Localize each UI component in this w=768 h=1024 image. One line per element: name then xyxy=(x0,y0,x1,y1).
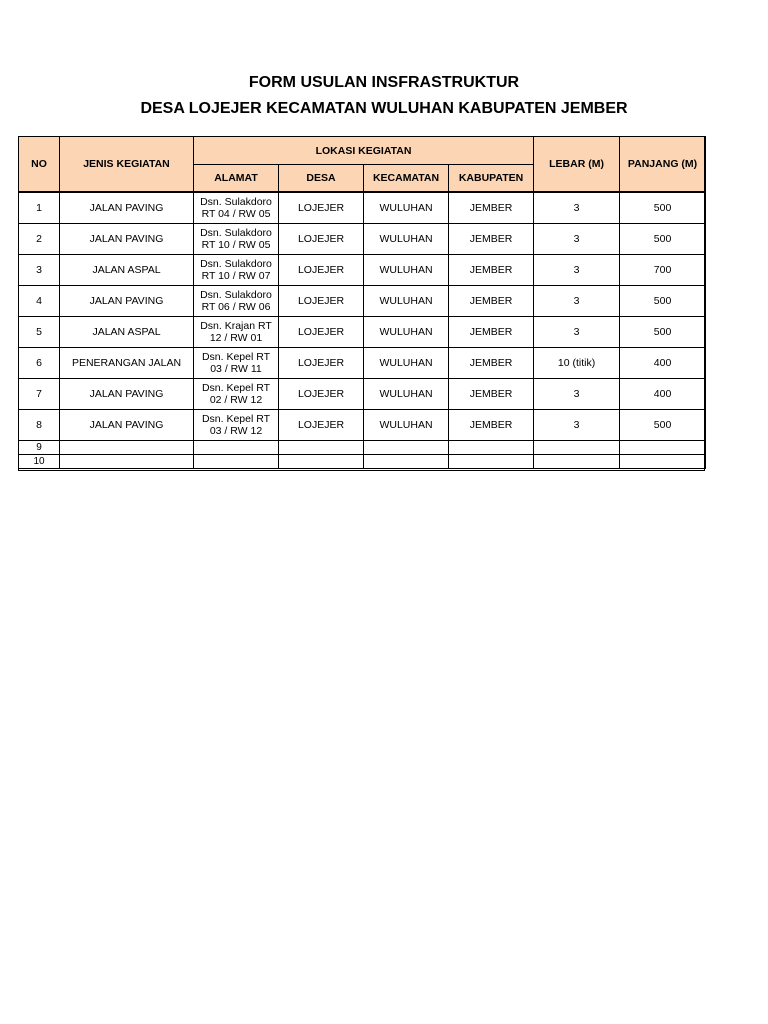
cell-panjang xyxy=(620,441,706,455)
cell-alamat: Dsn. Sulakdoro RT 10 / RW 05 xyxy=(194,224,279,255)
cell-no: 7 xyxy=(19,379,60,410)
cell-lebar: 3 xyxy=(534,379,620,410)
table-row xyxy=(19,224,706,255)
cell-kabupaten: JEMBER xyxy=(449,317,534,348)
header-jenis-kegiatan: JENIS KEGIATAN xyxy=(60,137,194,193)
cell-desa: LOJEJER xyxy=(279,224,364,255)
cell-kecamatan: WULUHAN xyxy=(364,224,449,255)
cell-lebar: 3 xyxy=(534,224,620,255)
cell-alamat: Dsn. Sulakdoro RT 04 / RW 05 xyxy=(194,192,279,224)
cell-no: 6 xyxy=(19,348,60,379)
cell-kabupaten: JEMBER xyxy=(449,410,534,441)
cell-no: 9 xyxy=(19,441,60,455)
cell-alamat: Dsn. Kepel RT 02 / RW 12 xyxy=(194,379,279,410)
cell-alamat: Dsn. Kepel RT 03 / RW 12 xyxy=(194,410,279,441)
cell-kecamatan xyxy=(364,441,449,455)
cell-no: 1 xyxy=(19,192,60,224)
table-row-empty xyxy=(19,455,706,469)
cell-kecamatan: WULUHAN xyxy=(364,255,449,286)
cell-desa xyxy=(279,441,364,455)
cell-desa: LOJEJER xyxy=(279,192,364,224)
cell-alamat xyxy=(194,455,279,469)
cell-lebar: 3 xyxy=(534,255,620,286)
header-no: NO xyxy=(19,137,60,193)
cell-panjang: 500 xyxy=(620,224,706,255)
cell-kecamatan: WULUHAN xyxy=(364,410,449,441)
table-row xyxy=(19,410,706,441)
cell-kabupaten: JEMBER xyxy=(449,286,534,317)
cell-desa xyxy=(279,455,364,469)
cell-lebar: 3 xyxy=(534,286,620,317)
cell-jenis-kegiatan: JALAN PAVING xyxy=(60,192,194,224)
header-kecamatan: KECAMATAN xyxy=(364,165,449,193)
cell-panjang: 500 xyxy=(620,410,706,441)
cell-desa: LOJEJER xyxy=(279,286,364,317)
cell-alamat: Dsn. Kepel RT 03 / RW 11 xyxy=(194,348,279,379)
cell-kecamatan: WULUHAN xyxy=(364,317,449,348)
cell-alamat: Dsn. Krajan RT 12 / RW 01 xyxy=(194,317,279,348)
table-row xyxy=(19,379,706,410)
cell-panjang: 700 xyxy=(620,255,706,286)
table-row xyxy=(19,192,706,224)
cell-lebar: 3 xyxy=(534,317,620,348)
form-subtitle: DESA LOJEJER KECAMATAN WULUHAN KABUPATEN JEMBER xyxy=(140,100,628,117)
table-row-empty xyxy=(19,441,706,455)
cell-panjang: 500 xyxy=(620,286,706,317)
cell-jenis-kegiatan: JALAN PAVING xyxy=(60,286,194,317)
cell-jenis-kegiatan: JALAN PAVING xyxy=(60,410,194,441)
header-panjang: PANJANG (M) xyxy=(620,137,706,193)
cell-panjang: 400 xyxy=(620,379,706,410)
cell-lebar: 10 (titik) xyxy=(534,348,620,379)
cell-jenis-kegiatan: JALAN PAVING xyxy=(60,224,194,255)
cell-lebar xyxy=(534,455,620,469)
cell-kabupaten: JEMBER xyxy=(449,379,534,410)
cell-panjang: 500 xyxy=(620,317,706,348)
cell-jenis-kegiatan: PENERANGAN JALAN xyxy=(60,348,194,379)
cell-lebar: 3 xyxy=(534,192,620,224)
table-header xyxy=(19,137,706,193)
header-desa: DESA xyxy=(279,165,364,193)
header-kabupaten: KABUPATEN xyxy=(449,165,534,193)
cell-kabupaten: JEMBER xyxy=(449,348,534,379)
cell-no: 5 xyxy=(19,317,60,348)
cell-kabupaten: JEMBER xyxy=(449,192,534,224)
header-lokasi-kegiatan: LOKASI KEGIATAN xyxy=(194,137,534,165)
infrastructure-table xyxy=(18,136,706,469)
cell-no: 4 xyxy=(19,286,60,317)
table-row xyxy=(19,286,706,317)
cell-no: 8 xyxy=(19,410,60,441)
cell-jenis-kegiatan xyxy=(60,441,194,455)
cell-kabupaten: JEMBER xyxy=(449,224,534,255)
cell-desa: LOJEJER xyxy=(279,348,364,379)
cell-lebar xyxy=(534,441,620,455)
cell-jenis-kegiatan: JALAN ASPAL xyxy=(60,255,194,286)
table-row xyxy=(19,255,706,286)
cell-alamat: Dsn. Sulakdoro RT 10 / RW 07 xyxy=(194,255,279,286)
cell-kecamatan: WULUHAN xyxy=(364,192,449,224)
cell-alamat: Dsn. Sulakdoro RT 06 / RW 06 xyxy=(194,286,279,317)
cell-jenis-kegiatan: JALAN ASPAL xyxy=(60,317,194,348)
cell-kecamatan: WULUHAN xyxy=(364,348,449,379)
cell-no: 2 xyxy=(19,224,60,255)
form-title: FORM USULAN INSFRASTRUKTUR xyxy=(248,74,520,91)
cell-no: 3 xyxy=(19,255,60,286)
cell-kabupaten xyxy=(449,441,534,455)
header-lebar: LEBAR (M) xyxy=(534,137,620,193)
cell-jenis-kegiatan: JALAN PAVING xyxy=(60,379,194,410)
table-row xyxy=(19,317,706,348)
cell-kabupaten: JEMBER xyxy=(449,255,534,286)
cell-kabupaten xyxy=(449,455,534,469)
cell-panjang xyxy=(620,455,706,469)
cell-kecamatan xyxy=(364,455,449,469)
cell-desa: LOJEJER xyxy=(279,317,364,348)
cell-desa: LOJEJER xyxy=(279,255,364,286)
header-alamat: ALAMAT xyxy=(194,165,279,193)
table-row xyxy=(19,348,706,379)
cell-no: 10 xyxy=(19,455,60,469)
cell-panjang: 500 xyxy=(620,192,706,224)
cell-kecamatan: WULUHAN xyxy=(364,286,449,317)
cell-desa: LOJEJER xyxy=(279,410,364,441)
cell-desa: LOJEJER xyxy=(279,379,364,410)
cell-panjang: 400 xyxy=(620,348,706,379)
cell-jenis-kegiatan xyxy=(60,455,194,469)
table-body xyxy=(19,192,706,469)
cell-alamat xyxy=(194,441,279,455)
cell-lebar: 3 xyxy=(534,410,620,441)
cell-kecamatan: WULUHAN xyxy=(364,379,449,410)
